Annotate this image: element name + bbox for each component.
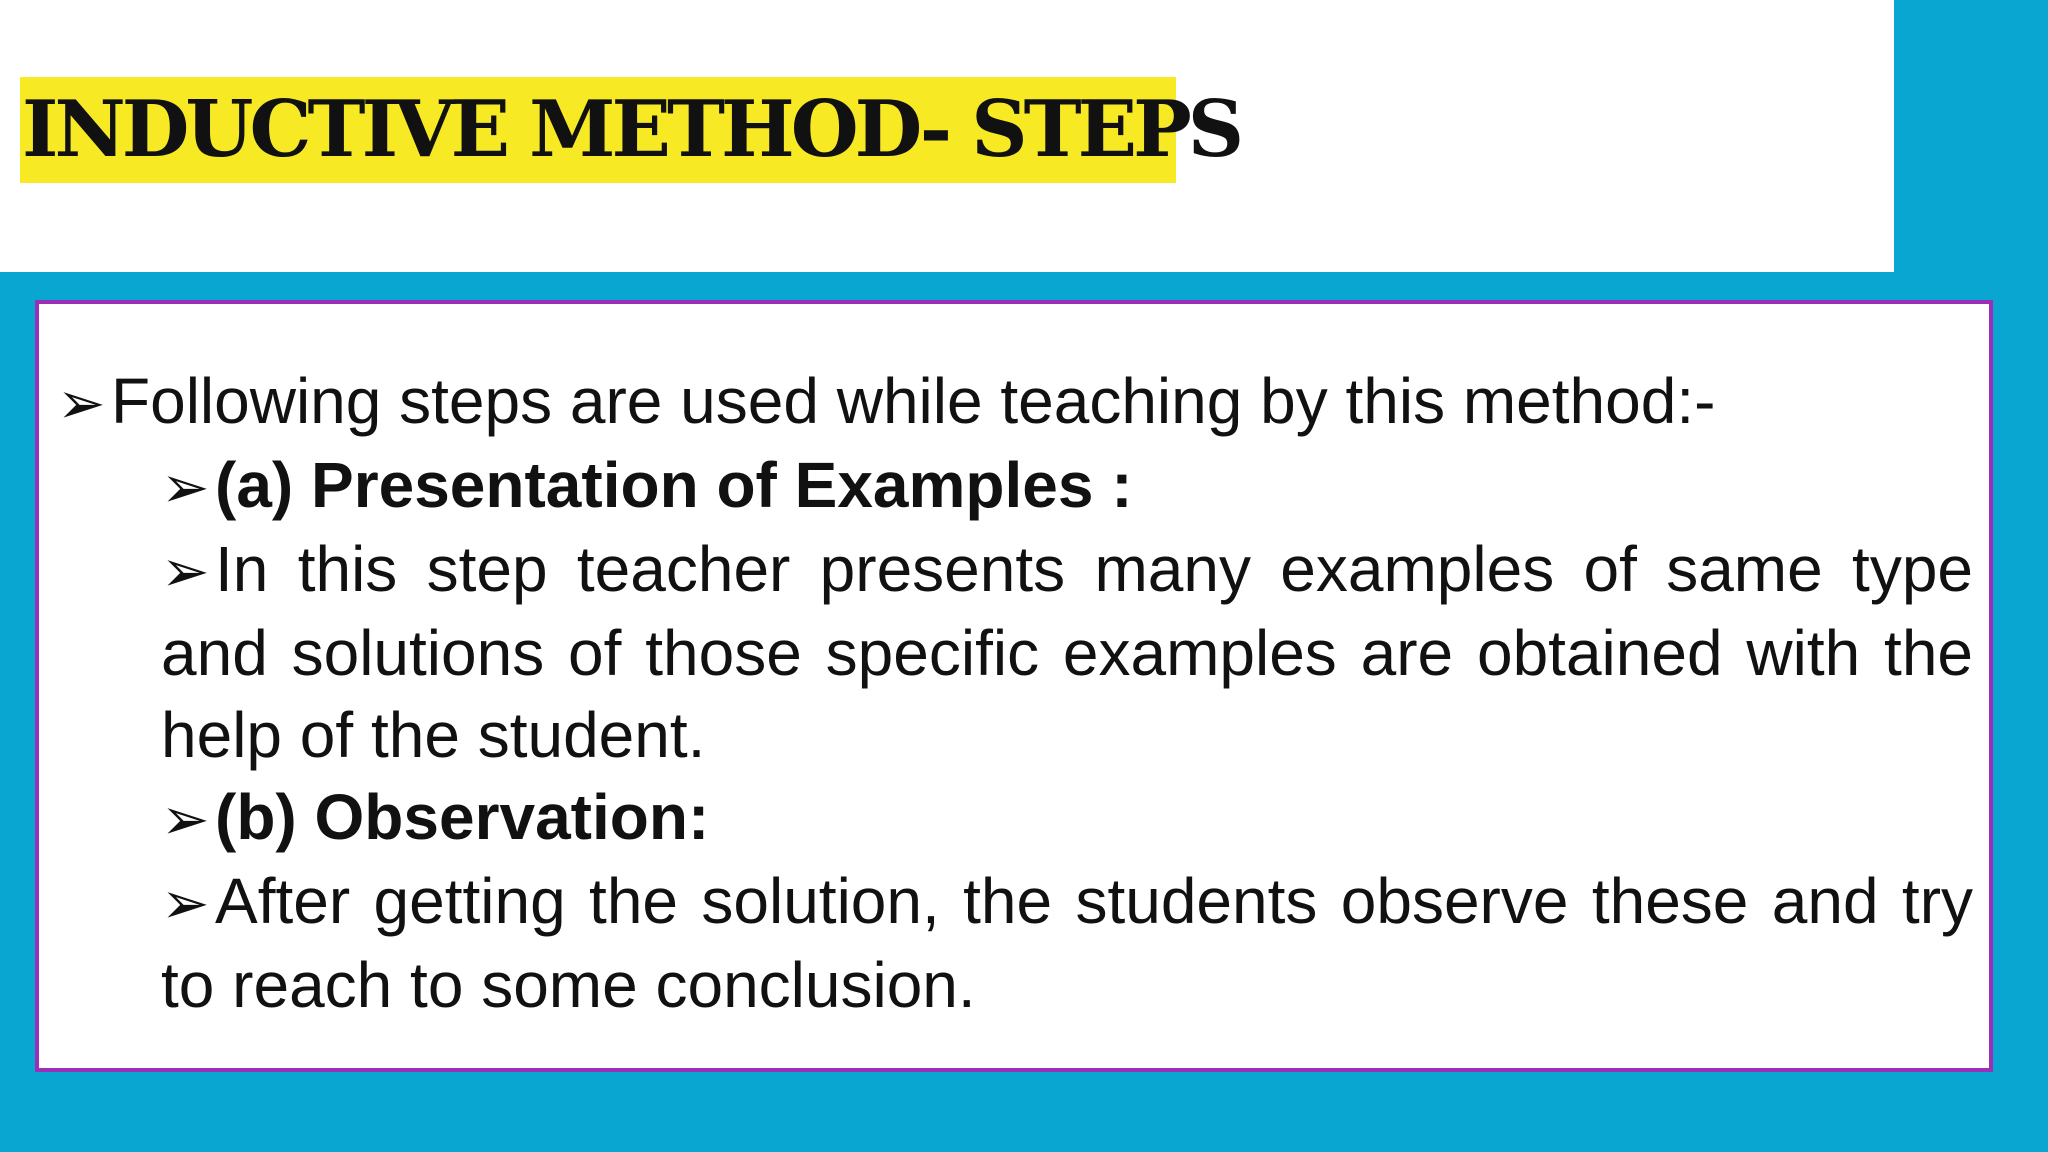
arrow-bullet-icon: ➢ xyxy=(57,369,106,437)
arrow-bullet-icon: ➢ xyxy=(161,869,210,937)
intro-text: Following steps are used while teaching by this method:- xyxy=(111,365,1716,437)
slide-title: INDUCTIVE METHOD- STEPS xyxy=(22,84,1241,175)
intro-bullet xyxy=(57,360,1973,444)
step-b-heading-text: (b) Observation: xyxy=(215,781,710,853)
step-a-description xyxy=(57,528,1973,776)
arrow-bullet-icon: ➢ xyxy=(161,453,210,521)
content-text xyxy=(57,360,1973,1026)
step-a-heading-text: (a) Presentation of Examples : xyxy=(215,449,1133,521)
step-b-description xyxy=(57,860,1973,1026)
step-a-description-text: In this step teacher presents many examples of same type and solutions of those specific examples are obtained with the help of the student. xyxy=(161,533,1973,771)
arrow-bullet-icon: ➢ xyxy=(161,785,210,853)
step-b-description-text: After getting the solution, the students observe these and try to reach to some conclusion. xyxy=(161,865,1973,1021)
arrow-bullet-icon: ➢ xyxy=(161,537,210,605)
step-b-heading xyxy=(57,776,1973,860)
step-a-heading xyxy=(57,444,1973,528)
